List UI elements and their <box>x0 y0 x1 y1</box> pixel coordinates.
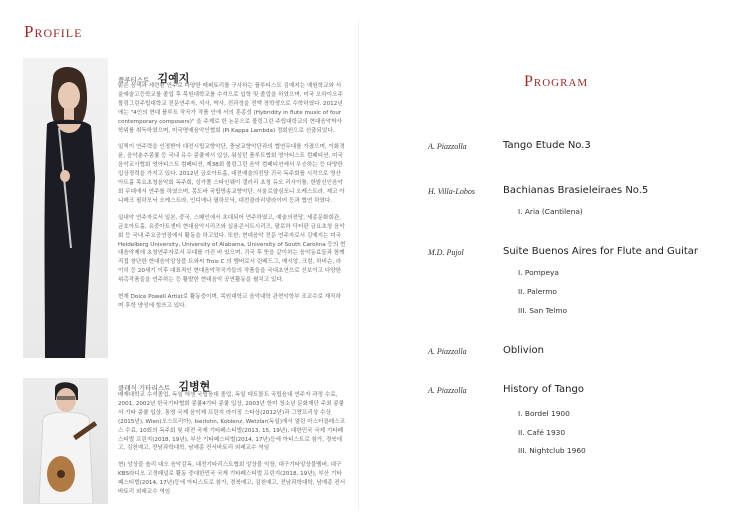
program-work: Tango Etude No.3 <box>503 140 591 151</box>
guitarist-name: 김병현 <box>178 380 211 393</box>
program-heading: Program <box>524 73 589 90</box>
flutist-bio <box>118 82 346 319</box>
program-movement: I. Pompeya <box>518 268 559 277</box>
program-composer: A. Piazzolla <box>428 386 467 395</box>
program-work: History of Tango <box>503 384 584 395</box>
flutist-photo <box>23 58 108 358</box>
program-composer: H. Villa-Lobos <box>428 187 475 196</box>
program-composer: A. Piazzolla <box>428 142 467 151</box>
page-fold <box>358 20 359 510</box>
program-work: Oblivion <box>503 345 544 356</box>
program-movement: III. Nightclub 1960 <box>518 446 586 455</box>
program-movement: II. Café 1930 <box>518 428 566 437</box>
program-movement: II. Palermo <box>518 287 557 296</box>
program-composer: A. Piazzolla <box>428 347 467 356</box>
guitarist-bio-paragraph: 배재대학교 수석졸업, 독일 에센 국립음대 졸업, 독일 데트몰트 국립음대 연주자 과정 수료, 2001, 2002년 한국기타협회 콩쿨4기타 콩쿨 입상, 2003년 한미 청소년 문화재단 주최 콩쿨서 기타 콩쿨 입상, 통영 국제 음악제 프린지 라이징 스타상(2012년)과 그랑프리상 수상(2015년), Wien(오스트리아), Iserlohn, Koblenz, Wetzlar(독일)에서 열린 마스터클래스코스 수료, 10회의 독주회 및 대전 국제 기타페스티벌(2013, 15, 19년), 대한민국 국제 기타페스티벌 프린지(2018, 19년), 부산 기타페스티벌(2014, 17년)등에 아티스트로 참가, 경북에고, 김천예고, 전남과학대학, 남예종 컨서바토리 외래교수 역임 <box>118 392 345 452</box>
flutist-bio-paragraph: 맑은 음색과 세련된 연주로 다양한 레퍼토리를 구사하는 플루티스트 김예지는 예원학교와 서울예술고등학교를 졸업 후 목원대학교를 수석으로 입학 및 졸업을 하였으며, 미국 오하이오주 볼링그린주립대학교 전문연주자, 석사, 박사, 전과정을 전액 장학생으로 수학하였다. 2012년에는 "4인의 현대 플루트 작곡가 작품 안에 서의 혼종성 (Hybridity in flute music of four contemporary composers)" 을 주제로 한 논문으로 볼링그린 주립대학교의 현대음악박사학위를 취득하였으며, 미국명예음악인협회 (Pi Kappa Lambda) 정회원으로 선출되었다. <box>118 83 343 134</box>
guitarist-photo <box>23 378 108 504</box>
profile-heading: Profile <box>24 22 83 41</box>
program-movement: I. Bordel 1900 <box>518 409 570 418</box>
program-movement: I. Aria (Cantilena) <box>518 207 583 216</box>
guitarist-bio-paragraph: 현) 앙상블 솔리 대오 음악감독, 대전기타리스트협회 앙상블 악장, 대구기타앙상블멤버, 대구KBS라디오 고정패널로 활동 중대한민국 국제 기타페스티벌 프린지(2018, 19년), 부산 기타페스티벌(2014, 17년)등에 아티스트로 참가, 경북예고, 김천예고, 전남과학대학, 남예종 컨서바토리 외래교수 역임 <box>118 462 346 496</box>
program-work: Suite Buenos Aires for Flute and Guitar <box>503 246 699 257</box>
flutist-bio-paragraph: 현재 Dolce Powell Artist로 활동중이며, 목원대학교 음악대학 관현악학부 조교수로 재직하며 후학 양성에 힘쓰고 있다. <box>118 294 341 309</box>
flutist-name: 김예지 <box>157 72 190 85</box>
guitarist-role: 클래식 기타리스트 <box>118 384 171 392</box>
flutist-bio-paragraph: 실내악 연주자로서 일본, 중국, 스페인에서 초대되어 연주하였고, 예술의전당, 세종문화회관, 금호아트홀, 유중아트센터 현대음악시리즈와 실용콘서트시리즈, 팔로하 닥터판 금요초청 음악회 등 국내 주요공연장에서 활동을 하고있다. 또한, 현대음악 전문 연주자로서 김예지는 미국 Heidelberg University, University of Alabama, University of South Carolina 등의 현대음악제에 초청연주자로서 무대를 가진 바 있으며, 귀국 후 뜻을 같이하는 음악동료들과 함께 직접 창단한 현대음악앙상블 트와씨 Trois C 의 멤버로서 린베드그, 메시앙, 크럼, 하비슨, 라이히 등 20세기 이후 대표적인 현대음악작곡가들의 작품들을 국내초연으로 선보이고 다양한 위촉작품들을 연주하는 등 활발한 현대음악 공연활동을 펼치고 있다. <box>118 214 346 284</box>
flutist-role: 플루티스트 <box>118 76 150 84</box>
program-work: Bachianas Brasieleiraes No.5 <box>503 185 649 196</box>
flutist-bio-paragraph: 일찍이 연주력을 인정받아 대전시립교향악단, 충남교향악단과의 협연무대를 가졌으며, 이화경윤, 음악춘추콩쿨 등 국내 유수 콩쿨에서 입상, 워싱턴 플루트협회 영아티스트 컴페티션, 미국음악교사협회 영아티스트 컴페티션, 제38회 볼링그린 음악 컴페티션에서 우승하는 등 다양한 입상경력을 가지고 있다. 2012년 금호아트홀, 대전예술의전당 귀국 독주회를 시작으로 영산아트홀 목요초청음악회 독주회, 싱가폴 스타인웨이 갤러리 초청 듀오 리사이틀, 한밭신인음악회 무대에서 연주를 하였으며, 몽도바 국립방송교향악단, 서울로얄심포니 오케스트라, 제코 아니메크 필하모닉 오케스트라, 인디애나 필하모닉, 대전클라리넷라이어 등과 협연 하였다. <box>118 144 345 204</box>
guitarist-bio <box>118 391 346 505</box>
program-composer: M.D. Pujol <box>428 248 464 257</box>
program-movement: III. San Telmo <box>518 306 568 315</box>
